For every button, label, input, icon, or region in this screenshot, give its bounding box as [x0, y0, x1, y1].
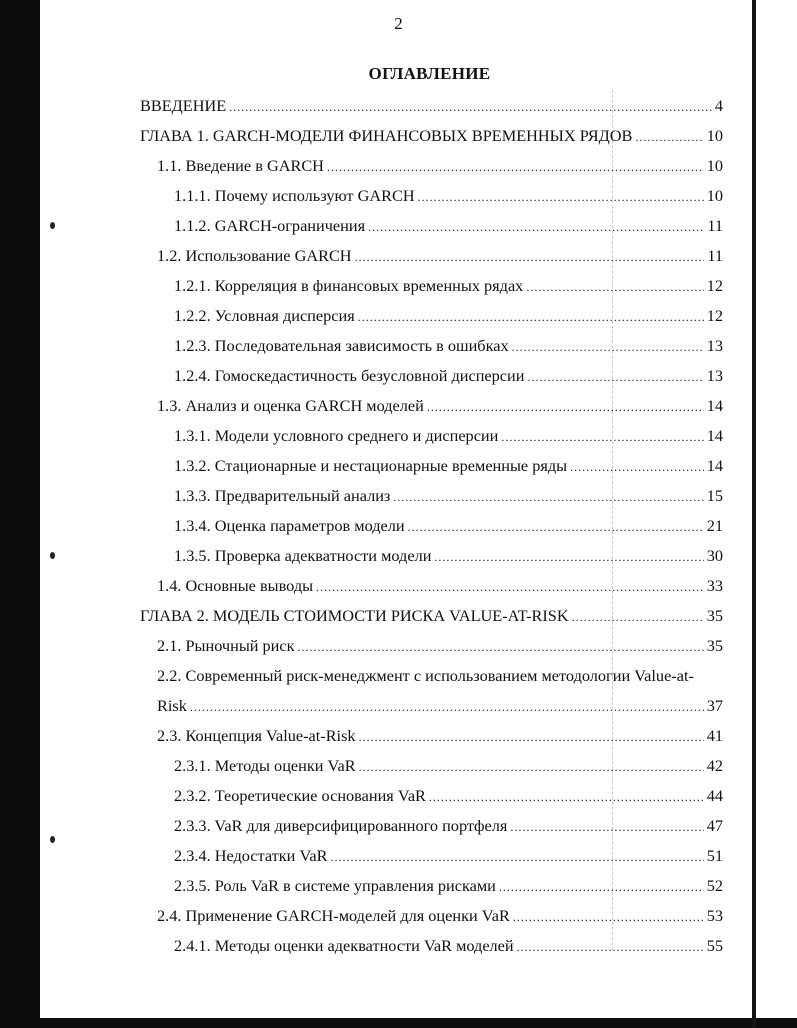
toc-entry-page: 11 [707, 216, 723, 235]
dot-leader [298, 632, 704, 661]
toc-entry[interactable] [157, 632, 723, 660]
dot-leader [427, 392, 704, 421]
toc-entry-page: 55 [706, 936, 723, 955]
toc-entry[interactable] [174, 542, 723, 570]
toc-entry-text: 2.4.1. Методы оценки адекватности VaR моделей [174, 936, 514, 955]
dot-leader [429, 782, 704, 811]
toc-entry-text: 2.3.5. Роль VaR в системе управления рисками [174, 876, 496, 895]
toc-entry-page: 13 [706, 366, 723, 385]
toc-entry[interactable] [157, 392, 723, 420]
dot-leader [408, 512, 704, 541]
dot-leader [331, 842, 704, 871]
toc-entry-page: 42 [706, 756, 723, 775]
toc-entry-text: 2.4. Применение GARCH-моделей для оценки VaR [157, 906, 510, 925]
toc-entry-page: 12 [706, 306, 723, 325]
dot-leader [570, 452, 704, 481]
toc-entry[interactable] [174, 452, 723, 480]
toc-entry-text: 1.1.2. GARCH-ограничения [174, 216, 366, 235]
toc-entry-text: 2.3.4. Недостатки VaR [174, 846, 328, 865]
toc-entry-page: 14 [706, 396, 723, 415]
dot-leader [368, 212, 704, 241]
dot-leader [499, 872, 704, 901]
toc-entry[interactable] [157, 152, 723, 180]
toc-entry[interactable] [174, 212, 723, 240]
dot-leader [513, 902, 704, 931]
toc-entry-page: 30 [706, 546, 723, 565]
dot-leader [572, 602, 704, 631]
toc-entry-text: 1.1. Введение в GARCH [157, 156, 324, 175]
toc-entry[interactable] [174, 872, 723, 900]
toc-entry-text: 1.3.3. Предварительный анализ [174, 486, 391, 505]
toc-entry[interactable] [140, 92, 723, 120]
toc-entry[interactable] [157, 242, 723, 270]
toc-entry[interactable] [174, 482, 723, 510]
toc-entry[interactable] [174, 422, 723, 450]
dot-leader [359, 752, 704, 781]
dot-leader [635, 122, 703, 151]
toc-entry-wrapped-line[interactable]: 2.2. Современный риск-менеджмент с использованием методологии Value-at- [157, 666, 694, 685]
dot-leader [418, 182, 704, 211]
toc-entry[interactable] [157, 572, 723, 600]
toc-entry-text: 2.1. Рыночный риск [157, 636, 295, 655]
toc-entry[interactable] [174, 842, 723, 870]
toc-entry-page: 10 [706, 126, 723, 145]
scan-bottom-border [0, 1018, 797, 1028]
toc-entry-text: 1.3.1. Модели условного среднего и дисперсии [174, 426, 499, 445]
dot-leader [527, 362, 703, 391]
toc-entry[interactable] [174, 752, 723, 780]
toc-entry-text: Risk [157, 696, 187, 715]
toc-entry[interactable] [157, 722, 723, 750]
toc-entry-text: ГЛАВА 1. GARCH-МОДЕЛИ ФИНАНСОВЫХ ВРЕМЕННЫХ РЯДОВ [140, 126, 633, 145]
toc-entry-text: 1.3.2. Стационарные и нестационарные временные ряды [174, 456, 568, 475]
toc-entry-text: 1.2.3. Последовательная зависимость в ошибках [174, 336, 509, 355]
toc-entry-page: 13 [706, 336, 723, 355]
toc-entry-text: 1.3.4. Оценка параметров модели [174, 516, 405, 535]
toc-entry[interactable] [174, 302, 723, 330]
scan-speck [50, 222, 55, 229]
toc-entry-text: 1.2.2. Условная дисперсия [174, 306, 355, 325]
toc-entry[interactable] [174, 272, 723, 300]
toc-entry-text: 1.3.5. Проверка адекватности модели [174, 546, 432, 565]
dot-leader [393, 482, 703, 511]
toc-entry[interactable] [174, 182, 723, 210]
toc-entry[interactable] [157, 902, 723, 930]
toc-entry-page: 35 [706, 636, 723, 655]
toc-entry[interactable] [174, 512, 723, 540]
page-number: 2 [394, 14, 403, 33]
scan-speck [50, 836, 55, 843]
toc-entry-page: 14 [706, 456, 723, 475]
dot-leader [434, 542, 703, 571]
toc-entry-text: 1.2.4. Гомоскедастичность безусловной дисперсии [174, 366, 525, 385]
dot-leader [517, 932, 704, 961]
dot-leader [501, 422, 703, 451]
toc-entry-text: 2.3.2. Теоретические основания VaR [174, 786, 426, 805]
toc-entry-text: 1.2.1. Корреляция в финансовых временных рядах [174, 276, 524, 295]
dot-leader [316, 572, 704, 601]
scan-right-edge [752, 0, 756, 1028]
dot-leader [355, 242, 705, 271]
dot-leader [327, 152, 704, 181]
toc-entry-page: 10 [706, 156, 723, 175]
toc-entry-page: 51 [706, 846, 723, 865]
toc-entry[interactable] [174, 332, 723, 360]
toc-title: ОГЛАВЛЕНИЕ [368, 64, 491, 83]
toc-entry-text: 1.1.1. Почему используют GARCH [174, 186, 415, 205]
toc-entry-page: 41 [706, 726, 723, 745]
toc-entry[interactable] [174, 782, 723, 810]
toc-entry-text: ВВЕДЕНИЕ [140, 96, 227, 115]
toc-entry[interactable] [174, 362, 723, 390]
dot-leader [358, 302, 704, 331]
dot-leader [510, 812, 703, 841]
toc-entry-page: 15 [706, 486, 723, 505]
toc-entry-text: 1.2. Использование GARCH [157, 246, 352, 265]
toc-entry-text: 2.3. Концепция Value-at-Risk [157, 726, 356, 745]
scan-speck [50, 552, 55, 559]
toc-entry-text: 1.4. Основные выводы [157, 576, 314, 595]
dot-leader [512, 332, 704, 361]
dot-leader [359, 722, 704, 751]
toc-entry[interactable] [157, 692, 723, 720]
dot-leader [526, 272, 703, 301]
dot-leader [190, 692, 704, 721]
toc-entry-page: 11 [707, 246, 723, 265]
toc-entry-text: ГЛАВА 2. МОДЕЛЬ СТОИМОСТИ РИСКА VALUE-AT-RISK [140, 606, 569, 625]
toc-entry-page: 14 [706, 426, 723, 445]
toc-entry-text: 2.3.1. Методы оценки VaR [174, 756, 356, 775]
scan-left-border [0, 0, 40, 1028]
toc-entry-text: 2.3.3. VaR для диверсифицированного портфеля [174, 816, 508, 835]
toc-entry[interactable] [174, 812, 723, 840]
toc-entry-page: 33 [706, 576, 723, 595]
toc-entry-page: 53 [706, 906, 723, 925]
toc-entry-page: 4 [714, 96, 723, 115]
toc-entry-page: 35 [706, 606, 723, 625]
toc-entry-page: 44 [706, 786, 723, 805]
toc-entry-page: 10 [706, 186, 723, 205]
toc-entry-page: 12 [706, 276, 723, 295]
toc-entry-page: 52 [706, 876, 723, 895]
toc-entry[interactable] [174, 932, 723, 960]
toc-entry-page: 47 [706, 816, 723, 835]
dot-leader [229, 92, 712, 121]
toc-entry-page: 37 [706, 696, 723, 715]
toc-entry-text: 1.3. Анализ и оценка GARCH моделей [157, 396, 424, 415]
toc-entry-page: 21 [706, 516, 723, 535]
toc-entry[interactable] [140, 602, 723, 630]
toc-entry[interactable] [140, 122, 723, 150]
